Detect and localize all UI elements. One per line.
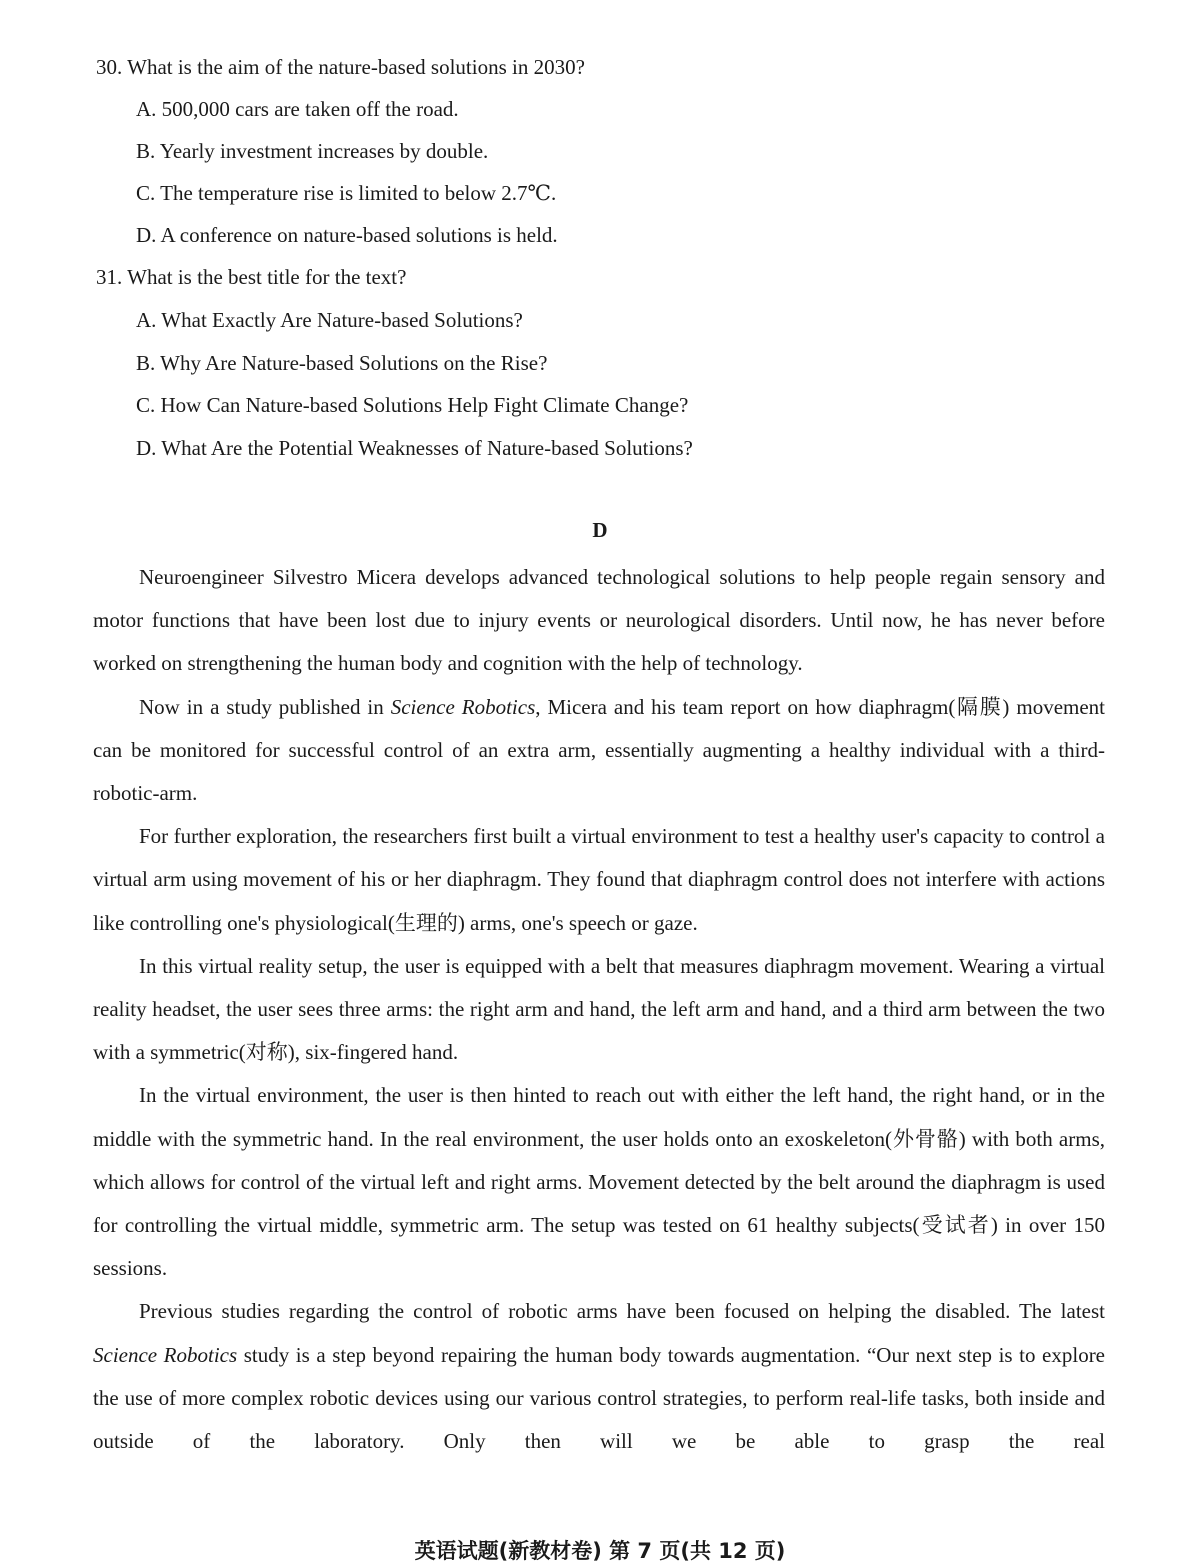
option-c xyxy=(136,181,556,206)
option-text: A conference on nature-based solutions is held. xyxy=(160,223,558,247)
option-text: How Can Nature-based Solutions Help Fight Climate Change? xyxy=(160,393,689,417)
question-number: 30. xyxy=(96,55,123,79)
option-text: The temperature rise is limited to below 2.7℃. xyxy=(160,181,557,205)
option-text: Why Are Nature-based Solutions on the Rise? xyxy=(160,351,548,375)
option-d xyxy=(136,436,693,461)
option-letter: C. xyxy=(136,181,156,205)
text-span: Now in a study published in xyxy=(139,694,391,719)
text-span: Previous studies regarding the control of robotic arms have been focused on helping the disabled. The latest xyxy=(139,1299,1105,1324)
option-d xyxy=(136,223,558,248)
option-c xyxy=(136,393,688,418)
question-text: What is the aim of the nature-based solutions in 2030? xyxy=(127,55,585,79)
option-text: What Are the Potential Weaknesses of Nature-based Solutions? xyxy=(161,436,693,460)
option-letter: A. xyxy=(136,97,157,121)
section-title: D xyxy=(592,518,608,542)
journal-name: Science Robotics xyxy=(93,1342,238,1367)
text-span: study is a step beyond repairing the human body towards augmentation. “Our next step is to explore the use of more complex robotic devices using our various control strategies, to perform real-life tasks, both inside and outside of the laboratory. Only then will we be able to grasp the real xyxy=(93,1342,1106,1454)
text-span: , Micera and his team report on how diaphragm(隔膜) movement can be monitored for successful control of an extra arm, essentially augmenting a healthy individual with a third-robotic-arm. xyxy=(93,694,1106,806)
paragraph-5: In the virtual environment, the user is then hinted to reach out with either the left hand, the right hand, or in the middle with the symmetric hand. In the real environment, the user holds onto an exoskeleton(外骨骼) with both arms, which allows for control of the virtual left and right arms. Movement detected by the belt around the diaphragm is used for controlling the virtual middle, symmetric arm. The setup was tested on 61 healthy subjects(受试者) in over 150 sessions. xyxy=(93,1083,1105,1281)
option-letter: D. xyxy=(136,436,157,460)
option-text: Yearly investment increases by double. xyxy=(159,139,489,163)
option-text: 500,000 cars are taken off the road. xyxy=(161,97,459,121)
question-number: 31. xyxy=(96,265,123,289)
option-b xyxy=(136,139,488,164)
reading-passage xyxy=(93,556,1105,1463)
option-letter: C. xyxy=(136,393,156,417)
option-letter: B. xyxy=(136,351,156,375)
paragraph-6 xyxy=(93,1290,1105,1463)
option-letter: D. xyxy=(136,223,157,247)
journal-name: Science Robotics xyxy=(390,694,536,719)
paragraph-4: In this virtual reality setup, the user is equipped with a belt that measures diaphragm movement. Wearing a virtual reality headset, the user sees three arms: the right arm and hand, the left arm and hand, and a third arm between the two with a symmetric(对称), six-fingered hand. xyxy=(93,953,1105,1065)
question-text: What is the best title for the text? xyxy=(127,265,407,289)
option-letter: B. xyxy=(136,139,156,163)
question-stem xyxy=(96,265,406,290)
option-a xyxy=(136,97,459,122)
page-footer: 英语试题(新教材卷) 第 7 页(共 12 页) xyxy=(414,1539,786,1563)
paragraph-2 xyxy=(93,686,1105,816)
paragraph-1: Neuroengineer Silvestro Micera develops advanced technological solutions to help people regain sensory and motor functions that have been lost due to injury events or neurological disorders. Until now, he has never before worked on strengthening the human body and cognition with the help of technology. xyxy=(93,565,1105,676)
paragraph-3: For further exploration, the researchers first built a virtual environment to test a healthy user's capacity to control a virtual arm using movement of his or her diaphragm. They found that diaphragm control does not interfere with actions like controlling one's physiological(生理的) arms, one's speech or gaze. xyxy=(93,824,1105,935)
option-b xyxy=(136,351,547,376)
option-text: What Exactly Are Nature-based Solutions? xyxy=(161,308,523,332)
option-letter: A. xyxy=(136,308,157,332)
question-stem xyxy=(96,55,585,80)
option-a xyxy=(136,308,523,333)
